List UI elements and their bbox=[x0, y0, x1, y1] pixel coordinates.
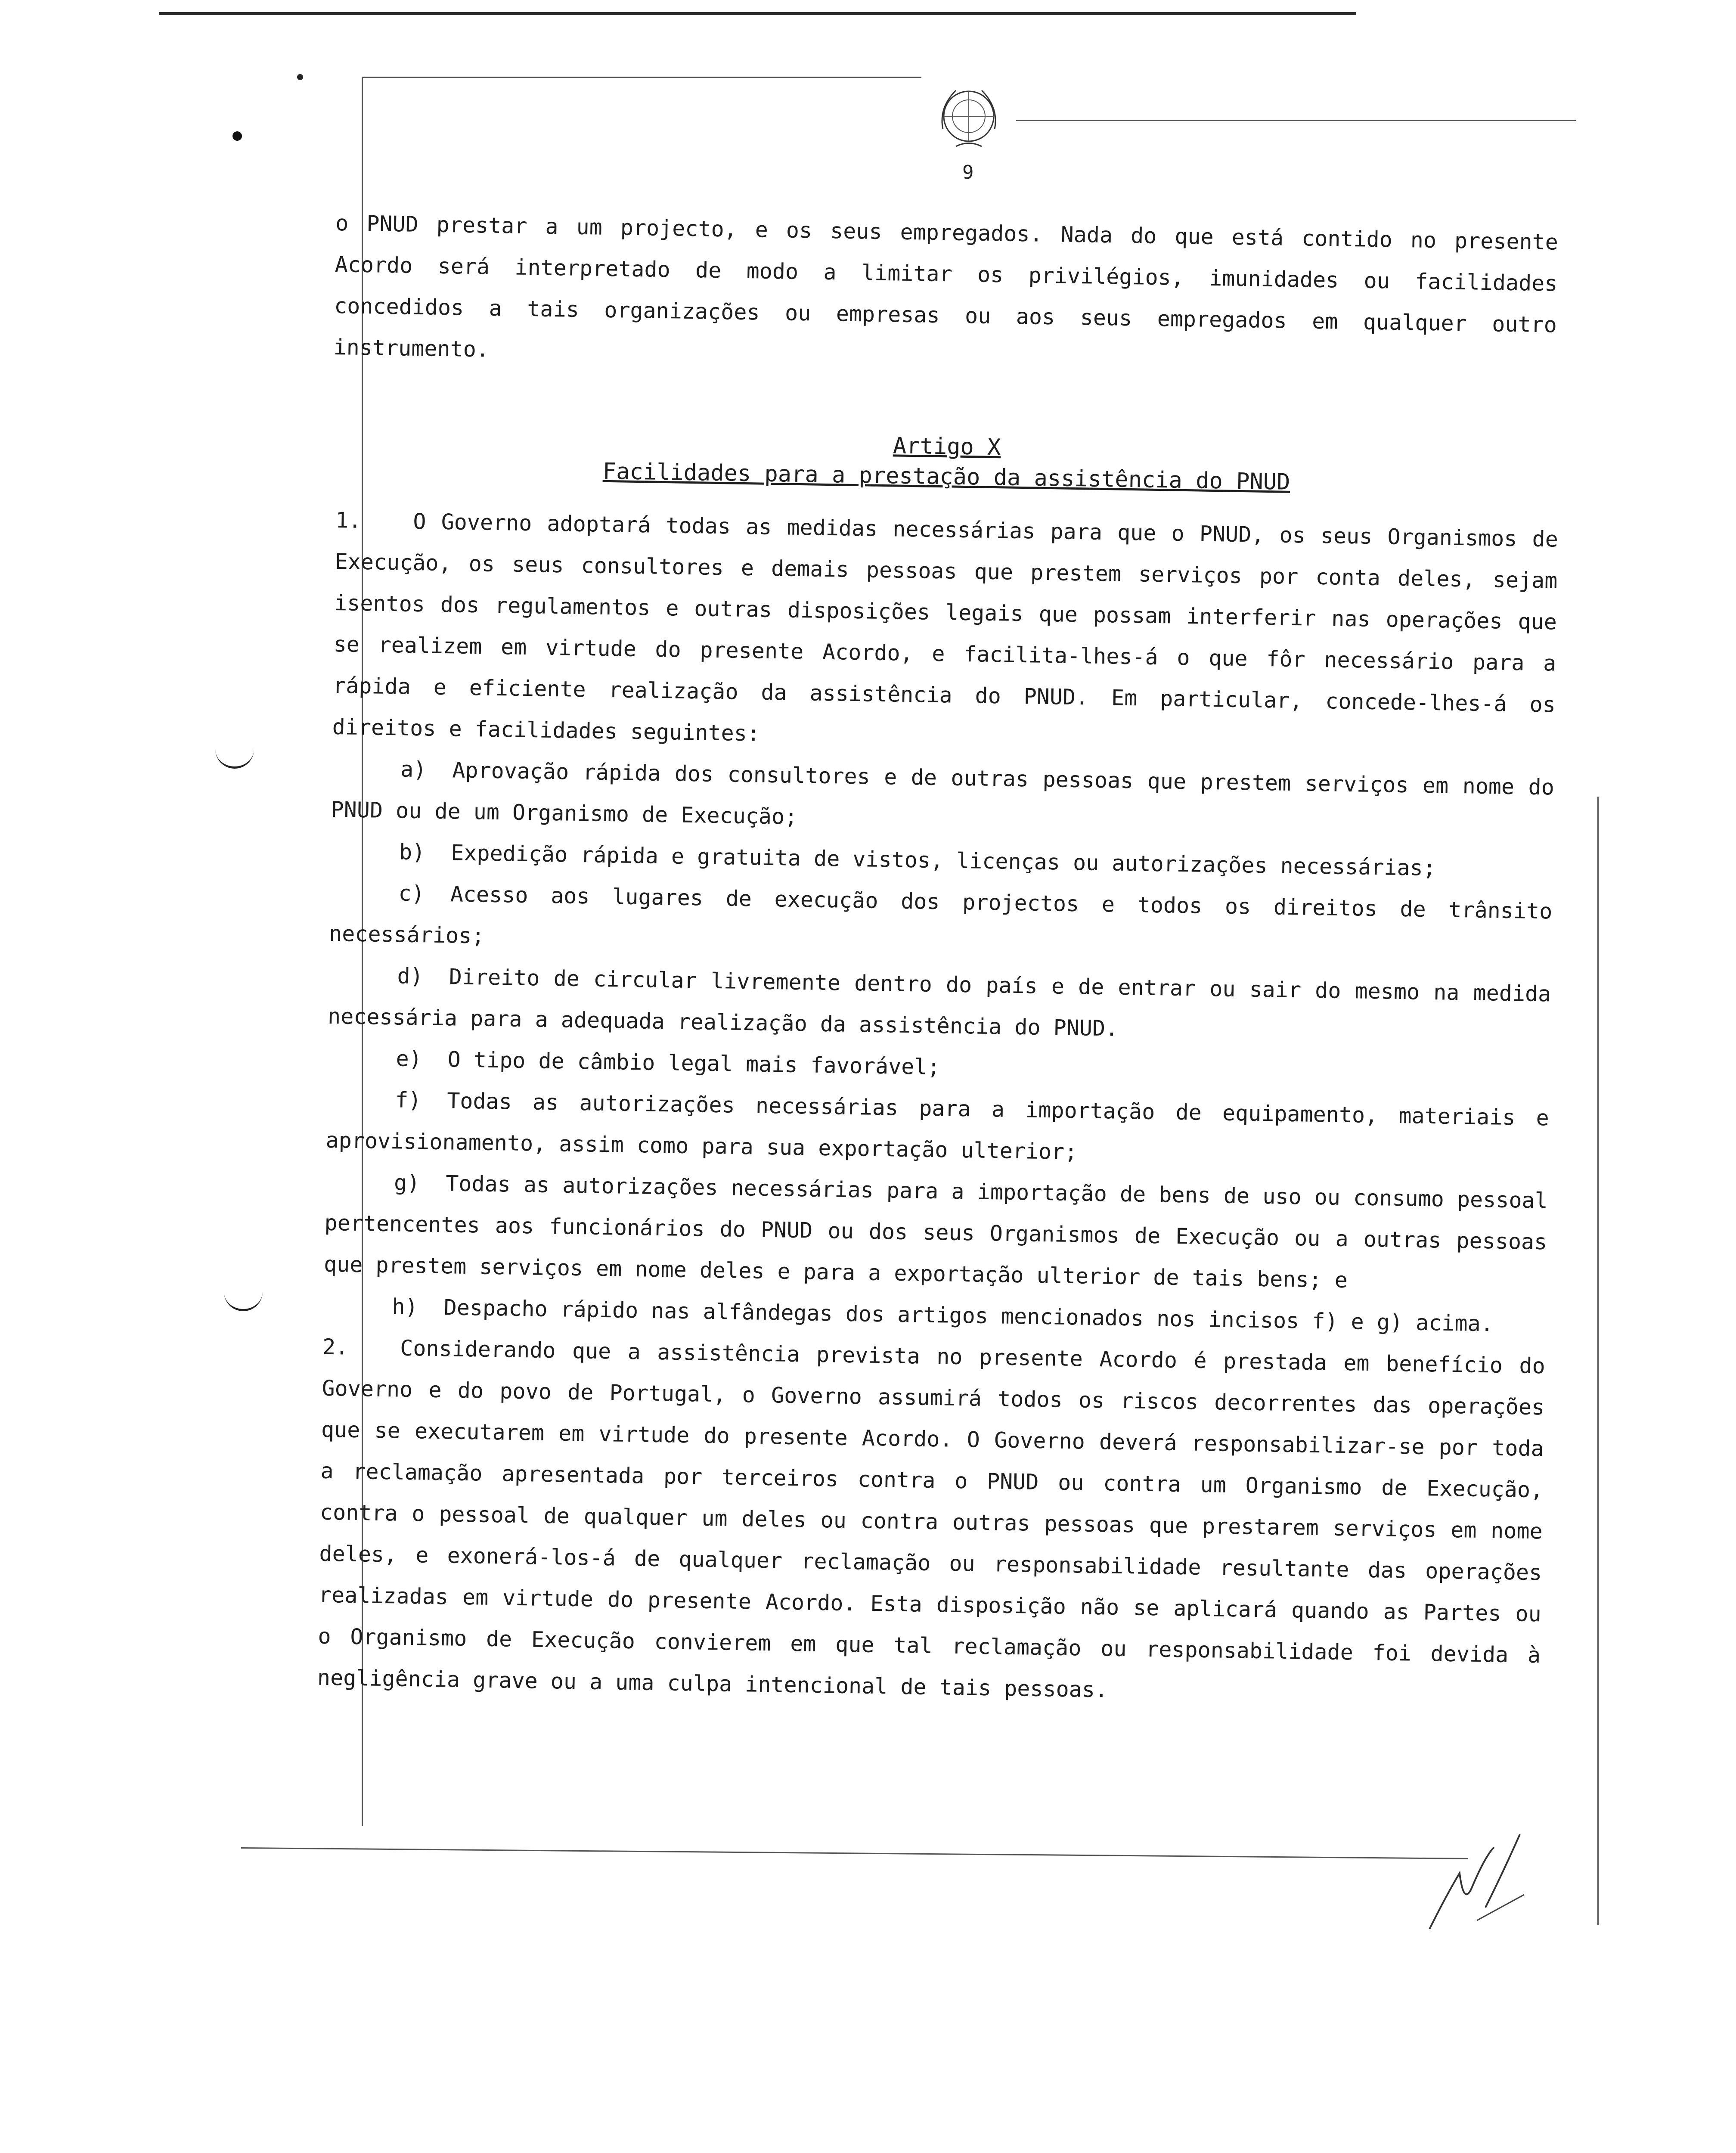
frame-bottom bbox=[241, 1847, 1468, 1859]
article-heading bbox=[335, 422, 1559, 502]
item-letter: c) bbox=[398, 881, 425, 906]
paragraph-2 bbox=[317, 1326, 1545, 1718]
item-letter: f) bbox=[395, 1087, 422, 1113]
margin-curve-1 bbox=[215, 741, 254, 769]
paragraph-2-text: Considerando que a assistência prevista no presente Acordo é prestada em benefício do Governo e do povo de Portugal, o Governo assumirá todos os riscos decorrentes das operações que se executarem em virtude do presente Acordo. O Governo deverá responsabilizar-se por toda a reclamação apresentada por terceiros contra o PNUD ou contra um Organismo de Execução, contra o pessoal de qualquer um deles ou contra outras pessoas que prestarem serviços em nome deles, e exonerá-los-á de qualquer reclamação ou responsabilidade resultante das operações realizadas em virtude do presente Acordo. Esta disposição não se aplicará quando as Partes ou o Organismo de Execução convierem em que tal reclamação ou responsabilidade foi devida à negligência grave ou a uma culpa intencional de tais pessoas. bbox=[317, 1335, 1546, 1703]
item-letter: g) bbox=[394, 1170, 420, 1196]
item-text: Todas as autorizações necessárias para a importação de equipamento, materiais e aprovisionamento, assim como para sua exportação ulterior; bbox=[326, 1088, 1550, 1165]
item-text: Direito de circular livremente dentro do país e de entrar ou sair do mesmo na medida necessária para a adequada realização da assistência do PNUD. bbox=[327, 964, 1551, 1041]
item-text: Despacho rápido nas alfândegas dos artigos mencionados nos incisos f) e g) acima. bbox=[443, 1295, 1494, 1337]
item-letter: a) bbox=[400, 757, 427, 782]
frame-top-right bbox=[1016, 120, 1576, 121]
article-body bbox=[317, 499, 1558, 1717]
item-text: Aprovação rápida dos consultores e de outras pessoas que prestem serviços em nome do PNUD ou de um Organismo de Execução; bbox=[331, 757, 1555, 829]
margin-curve-2 bbox=[224, 1283, 263, 1311]
intro-block bbox=[333, 202, 1559, 387]
margin-dot-2 bbox=[232, 131, 242, 141]
list-item bbox=[323, 1161, 1548, 1304]
item-text: O tipo de câmbio legal mais favorável; bbox=[447, 1047, 941, 1080]
item-letter: d) bbox=[397, 963, 424, 989]
page-number: 9 bbox=[962, 161, 974, 183]
article-subtitle: Facilidades para a prestação da assistência do PNUD bbox=[602, 458, 1290, 495]
paragraph-1-text: O Governo adoptará todas as medidas necessárias para que o PNUD, os seus Organismos de Execução, os seus consultores e demais pessoas que prestem serviços por conta deles, sejam isentos dos regulamentos e outras disposições legais que possam interferir nas operações que se realizem em virtude do presente Acordo, e facilita-lhes-á o que fôr necessário para a rápida e eficiente realização da assistência do PNUD. Em particular, concede-lhes-á os direitos e facilidades seguintes: bbox=[332, 509, 1559, 746]
margin-dot-1 bbox=[297, 74, 303, 80]
paragraph-1-number: 1. bbox=[335, 507, 362, 533]
frame-top-left bbox=[362, 77, 921, 78]
intro-paragraph: o PNUD prestar a um projecto, e os seus empregados. Nada do que está contido no presente Acordo será interpretado de modo a limitar os privilégios, imunidades ou facilidades concedidos a tais organizações ou empresas ou aos seus empregados em qualquer outro instrumento. bbox=[333, 210, 1559, 362]
top-scan-rule bbox=[159, 12, 1356, 15]
paragraph-2-number: 2. bbox=[322, 1334, 349, 1360]
item-text: Expedição rápida e gratuita de vistos, licenças ou autorizações necessárias; bbox=[450, 840, 1436, 881]
item-letter: e) bbox=[396, 1046, 422, 1072]
article-title: Artigo X bbox=[893, 433, 1001, 461]
frame-right bbox=[1597, 797, 1599, 1925]
un-emblem bbox=[926, 82, 1012, 155]
handwritten-initials bbox=[1421, 1821, 1533, 1938]
item-text: Todas as autorizações necessárias para a importação de bens de uso ou consumo pessoal pertencentes aos funcionários do PNUD ou dos seus Organismos de Execução ou a outras pessoas que prestem serviços em nome deles e para a exportação ulterior de tais bens; e bbox=[323, 1171, 1548, 1293]
item-letter: h) bbox=[392, 1294, 418, 1320]
paragraph-1 bbox=[332, 499, 1559, 767]
item-letter: b) bbox=[399, 839, 425, 865]
item-text: Acesso aos lugares de execução dos projectos e todos os direitos de trânsito necessários; bbox=[329, 881, 1553, 949]
